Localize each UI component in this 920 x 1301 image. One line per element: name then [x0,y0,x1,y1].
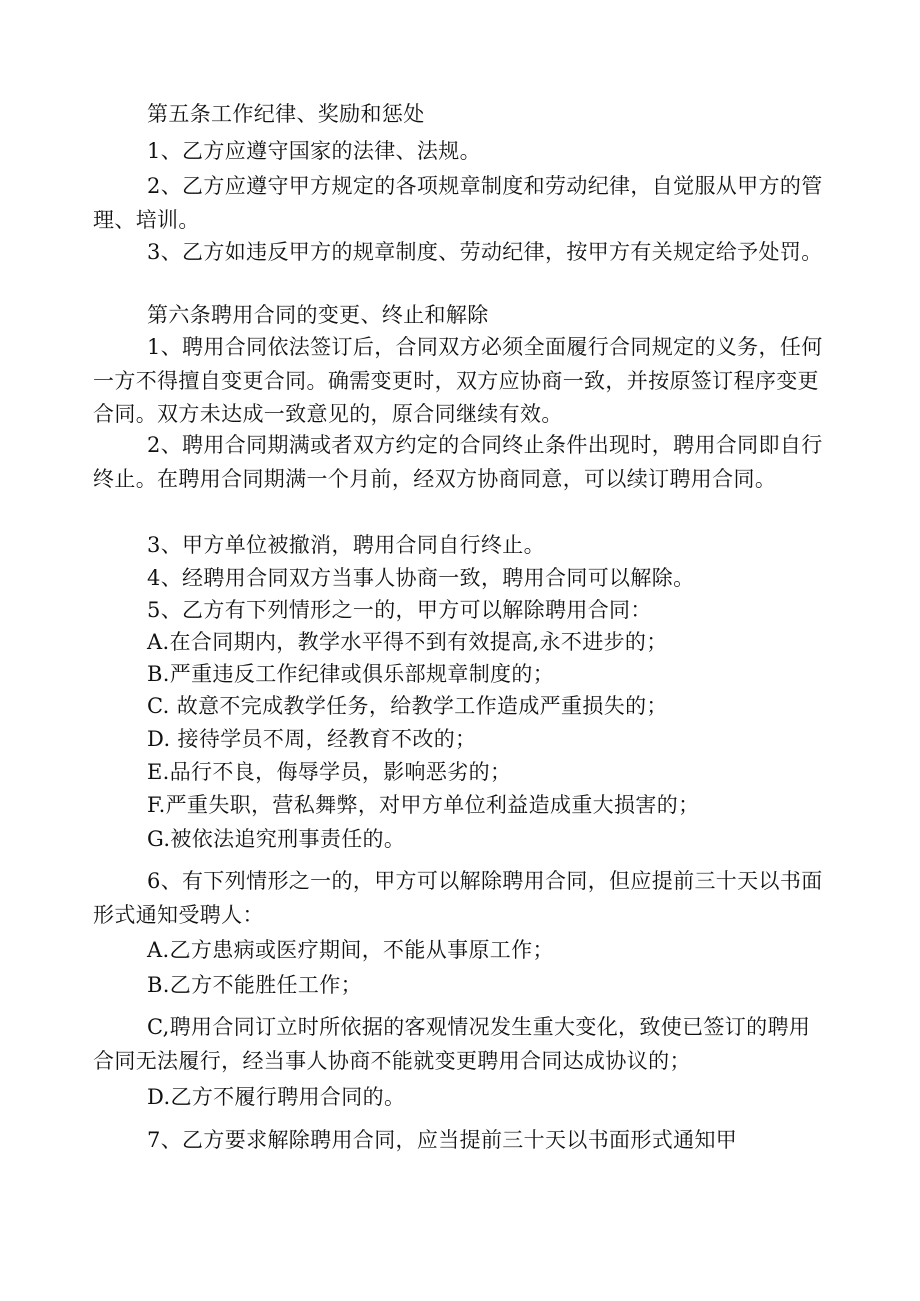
article-six-clause-1: 1、聘用合同依法签订后，合同双方必须全面履行合同规定的义务，任何一方不得擅自变更合同。确需变更时，双方应协商一致，并按原签订程序变更合同。双方未达成一致意见的，原合同继续有效。 [93,335,823,427]
clause-6-item-b: B.乙方不能胜任工作； [147,973,362,997]
clause-6-item-a: A.乙方患病或医疗期间，不能从事原工作； [147,938,554,962]
clause-5-item-b: B.严重违反工作纪律或俱乐部规章制度的； [147,662,555,686]
article-five-clause-2: 2、乙方应遵守甲方规定的各项规章制度和劳动纪律，自觉服从甲方的管理、培训。 [93,174,823,232]
article-six-heading: 第六条聘用合同的变更、终止和解除 [147,303,489,327]
article-six-clause-7: 7、乙方要求解除聘用合同，应当提前三十天以书面形式通知甲 [147,1128,738,1152]
article-six-clause-4: 4、经聘用合同双方当事人协商一致，聘用合同可以解除。 [147,566,695,590]
article-five-clause-3: 3、乙方如违反甲方的规章制度、劳动纪律，按甲方有关规定给予处罚。 [147,240,823,264]
clause-5-item-d: D. 接待学员不周，经教育不改的； [147,727,477,751]
clause-6-item-d: D.乙方不履行聘用合同的。 [147,1085,406,1109]
clause-5-item-a: A.在合同期内，教学水平得不到有效提高,永不进步的； [147,630,668,654]
article-six-clause-5: 5、乙方有下列情形之一的，甲方可以解除聘用合同： [147,598,652,622]
article-five-clause-1: 1、乙方应遵守国家的法律、法规。 [147,139,481,163]
clause-5-item-c: C. 故意不完成教学任务，给教学工作造成严重损失的； [147,694,668,718]
clause-6-item-c: C,聘用合同订立时所依据的客观情况发生重大变化，致使已签订的聘用合同无法履行，经当事人协商不能就变更聘用合同达成协议的； [93,1015,811,1073]
article-six-clause-2: 2、聘用合同期满或者双方约定的合同终止条件出现时，聘用合同即自行终止。在聘用合同期满一个月前，经双方协商同意，可以续订聘用合同。 [93,433,823,491]
article-six-clause-3: 3、甲方单位被撤消，聘用合同自行终止。 [147,533,546,557]
article-five-heading: 第五条工作纪律、奖励和惩处 [147,102,425,126]
clause-5-item-e: E.品行不良，侮辱学员，影响恶劣的； [147,760,512,784]
article-six-clause-6: 6、有下列情形之一的，甲方可以解除聘用合同，但应提前三十天以书面形式通知受聘人： [93,869,823,927]
clause-5-item-g: G.被依法追究刑事责任的。 [147,827,406,851]
clause-5-item-f: F.严重失职，营私舞弊，对甲方单位利益造成重大损害的； [147,793,700,817]
